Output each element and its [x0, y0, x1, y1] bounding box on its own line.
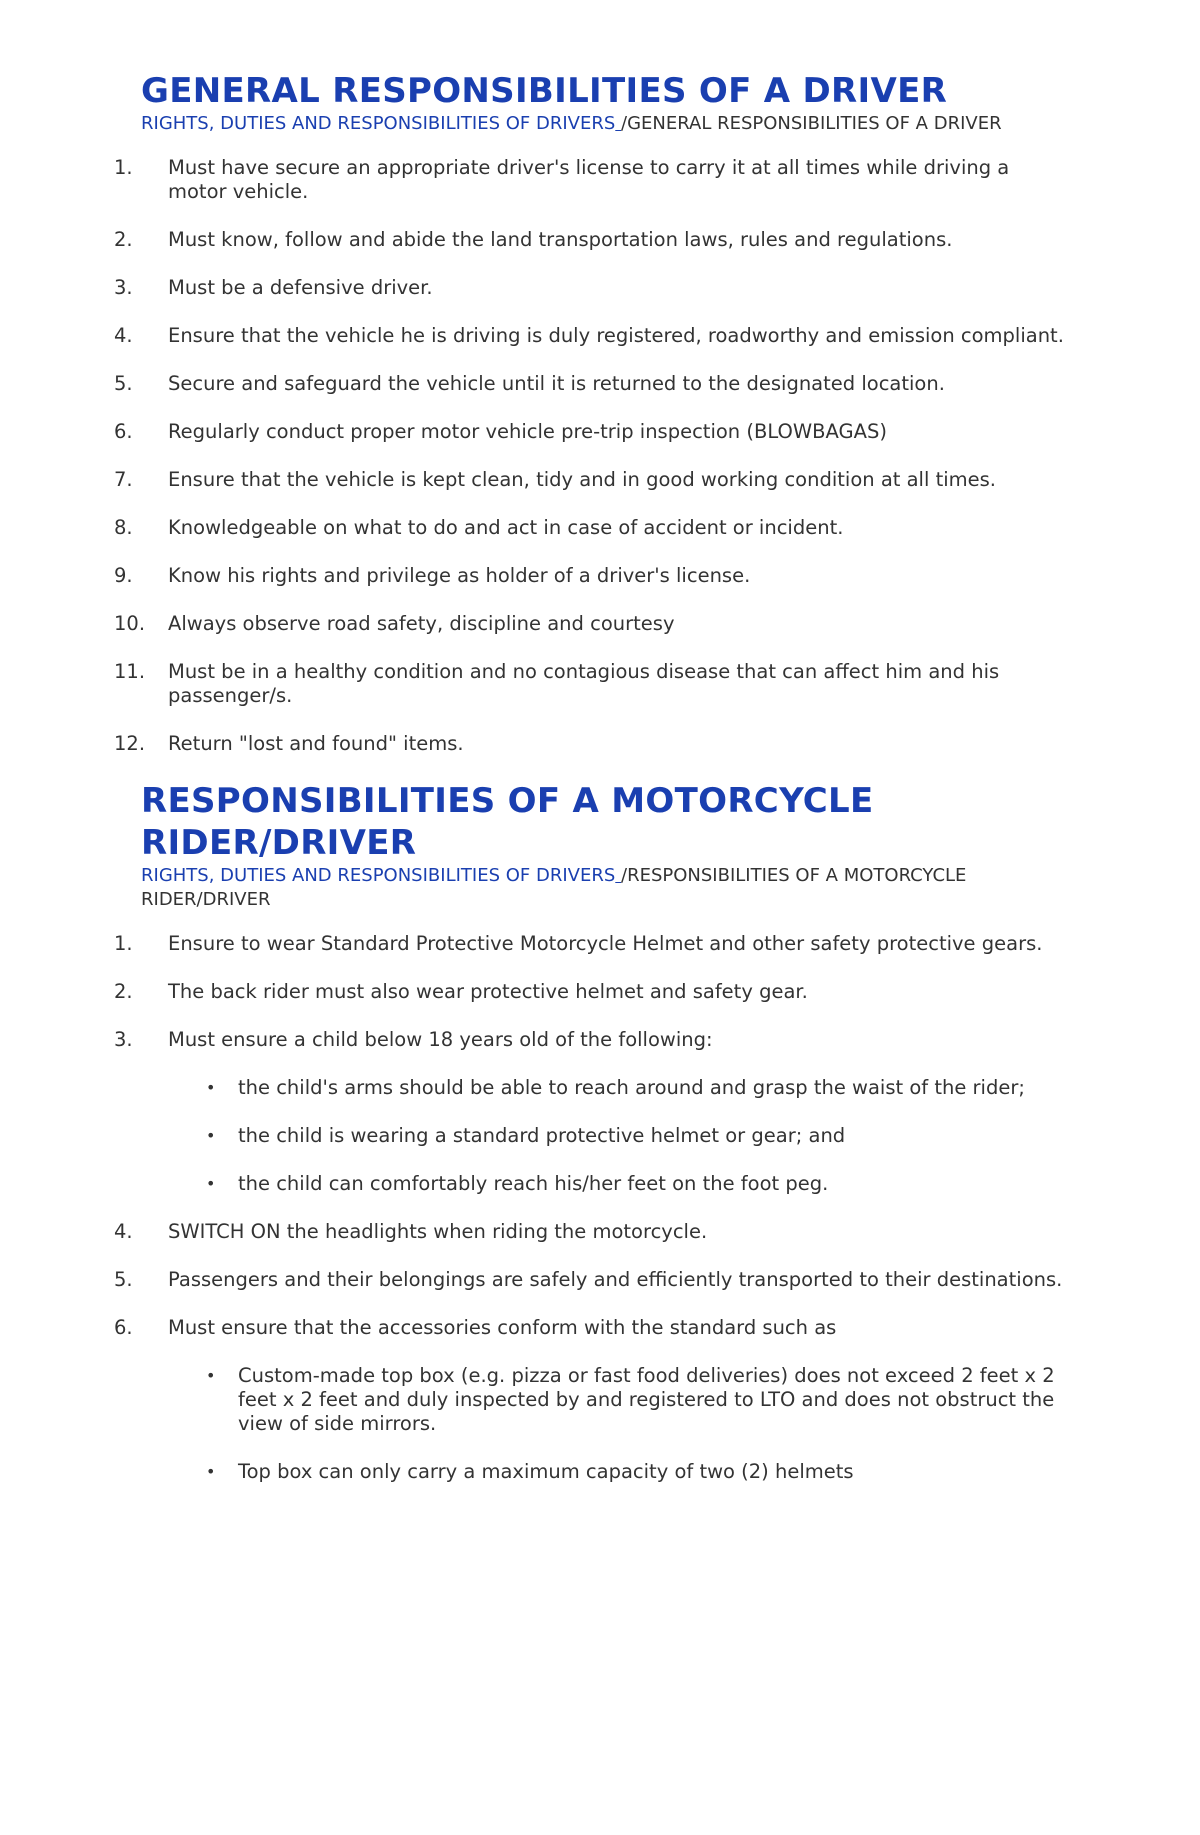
list-number: 1.: [114, 156, 133, 179]
child-requirements-list: [168, 1076, 1071, 1196]
list-item-text: Regularly conduct proper motor vehicle pre-trip inspection (BLOWBAGAS): [168, 420, 887, 443]
list-item-text: Must have secure an appropriate driver's license to carry it at all times while driving a motor vehicle.: [168, 156, 1010, 203]
list-number: 10.: [114, 612, 146, 635]
list-item-text: Know his rights and privilege as holder of a driver's license.: [168, 564, 751, 587]
bullet-text: the child is wearing a standard protective helmet or gear; and: [238, 1124, 846, 1147]
list-item-text: Must be a defensive driver.: [168, 276, 433, 299]
list-item-text: Knowledgeable on what to do and act in case of accident or incident.: [168, 516, 844, 539]
motorcycle-responsibilities-list: [114, 932, 1071, 1484]
list-item-text: Must ensure that the accessories conform with the standard such as: [168, 1316, 837, 1339]
breadcrumb-current: /GENERAL RESPONSIBILITIES OF A DRIVER: [621, 113, 1002, 134]
list-number: 2.: [114, 228, 133, 251]
list-number: 4.: [114, 1220, 133, 1243]
list-item: [114, 980, 1071, 1004]
list-item: [114, 932, 1071, 956]
list-item-text: Must know, follow and abide the land transportation laws, rules and regulations.: [168, 228, 953, 251]
section-general-responsibilities: [114, 70, 1071, 756]
bullet-text: Custom-made top box (e.g. pizza or fast food deliveries) does not exceed 2 feet x 2 feet x 2 feet and duly inspected by and registered to LTO and does not obstruct the view of side mirrors.: [238, 1364, 1055, 1435]
general-responsibilities-list: [114, 156, 1071, 756]
document-page: [114, 70, 1071, 1508]
list-item-text: Always observe road safety, discipline and courtesy: [168, 612, 675, 635]
bullet-icon: •: [206, 1462, 216, 1481]
list-item-text: Must be in a healthy condition and no contagious disease that can affect him and his passenger/s.: [168, 660, 1000, 707]
bullet-item: [168, 1076, 1071, 1100]
bullet-item: [168, 1172, 1071, 1196]
list-number: 2.: [114, 980, 133, 1003]
list-number: 6.: [114, 420, 133, 443]
list-number: 8.: [114, 516, 133, 539]
list-item: [114, 372, 1071, 396]
section-title: RESPONSIBILITIES OF A MOTORCYCLE RIDER/DRIVER: [141, 781, 874, 863]
list-item: [114, 1220, 1071, 1244]
bullet-item: [168, 1364, 1071, 1436]
bullet-icon: •: [206, 1174, 216, 1193]
list-number: 7.: [114, 468, 133, 491]
list-item: [114, 660, 1071, 708]
list-item-text: The back rider must also wear protective helmet and safety gear.: [168, 980, 808, 1003]
list-item: [114, 324, 1071, 348]
list-item: [114, 564, 1071, 588]
bullet-item: [168, 1460, 1071, 1484]
bullet-text: the child can comfortably reach his/her feet on the foot peg.: [238, 1172, 829, 1195]
list-item: [114, 420, 1071, 444]
bullet-icon: •: [206, 1366, 216, 1385]
list-item: [114, 276, 1071, 300]
section-motorcycle-responsibilities: [114, 780, 1071, 1484]
list-number: 5.: [114, 1268, 133, 1291]
list-number: 3.: [114, 1028, 133, 1051]
list-item: [114, 732, 1071, 756]
list-number: 4.: [114, 324, 133, 347]
list-item: [114, 516, 1071, 540]
breadcrumb-link[interactable]: RIGHTS, DUTIES AND RESPONSIBILITIES OF DRIVERS: [141, 865, 616, 886]
list-item-text: Ensure that the vehicle he is driving is duly registered, roadworthy and emission compliant.: [168, 324, 1064, 347]
breadcrumb: [141, 112, 1071, 136]
list-item: [114, 612, 1071, 636]
accessory-standards-list: [168, 1364, 1071, 1484]
breadcrumb-current: /RESPONSIBILITIES OF A MOTORCYCLE RIDER/DRIVER: [141, 865, 967, 910]
bullet-icon: •: [206, 1126, 216, 1145]
list-item: [114, 1316, 1071, 1484]
list-item: [114, 1028, 1071, 1196]
list-item-text: Secure and safeguard the vehicle until it is returned to the designated location.: [168, 372, 945, 395]
list-item-text: Ensure that the vehicle is kept clean, tidy and in good working condition at all times.: [168, 468, 997, 491]
list-number: 6.: [114, 1316, 133, 1339]
list-item-text: Ensure to wear Standard Protective Motorcycle Helmet and other safety protective gears.: [168, 932, 1043, 955]
list-number: 3.: [114, 276, 133, 299]
list-item: [114, 228, 1071, 252]
list-number: 5.: [114, 372, 133, 395]
section-title: GENERAL RESPONSIBILITIES OF A DRIVER: [141, 71, 948, 111]
breadcrumb: [141, 864, 1071, 912]
breadcrumb-link[interactable]: RIGHTS, DUTIES AND RESPONSIBILITIES OF DRIVERS: [141, 113, 616, 134]
list-number: 12.: [114, 732, 146, 755]
list-item-text: Must ensure a child below 18 years old of the following:: [168, 1028, 713, 1051]
list-number: 1.: [114, 932, 133, 955]
list-item: [114, 1268, 1071, 1292]
list-item-text: SWITCH ON the headlights when riding the motorcycle.: [168, 1220, 708, 1243]
list-item-text: Passengers and their belongings are safely and efficiently transported to their destinations.: [168, 1268, 1063, 1291]
list-number: 11.: [114, 660, 146, 683]
bullet-item: [168, 1124, 1071, 1148]
list-item-text: Return "lost and found" items.: [168, 732, 464, 755]
bullet-text: the child's arms should be able to reach around and grasp the waist of the rider;: [238, 1076, 1025, 1099]
bullet-icon: •: [206, 1078, 216, 1097]
list-item: [114, 468, 1071, 492]
bullet-text: Top box can only carry a maximum capacity of two (2) helmets: [238, 1460, 854, 1483]
list-number: 9.: [114, 564, 133, 587]
list-item: [114, 156, 1071, 204]
